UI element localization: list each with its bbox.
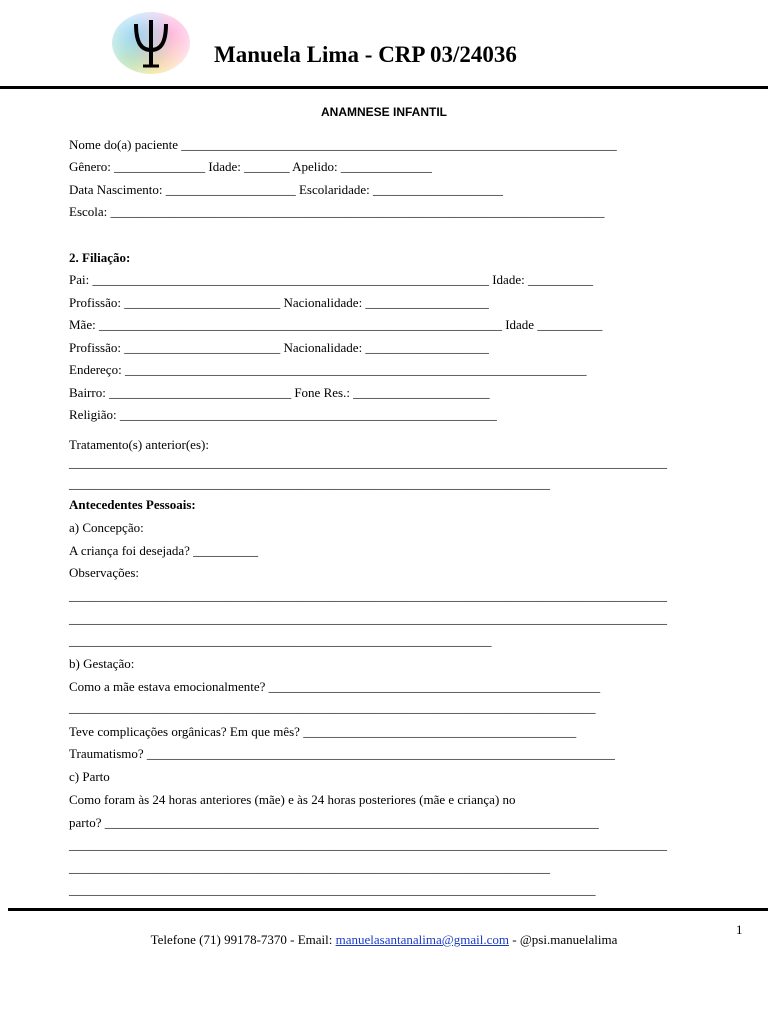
- blank-line: _________________________________________________________________________________: [69, 882, 596, 897]
- field-mother-profession: Profissão: ________________________ Nacionalidade: ___________________: [69, 340, 489, 355]
- section-heading-personal-history: Antecedentes Pessoais:: [69, 497, 196, 512]
- field-trauma: Traumatismo? ________________________________________________________________________: [69, 746, 615, 761]
- field-father-profession: Profissão: ________________________ Nacionalidade: ___________________: [69, 295, 489, 310]
- blank-line: _________________________________________________________________________________: [69, 700, 596, 715]
- page-footer: [0, 932, 768, 948]
- field-birth-24-hours: Como foram às 24 horas anteriores (mãe) e às 24 horas posteriores (mãe e criança) no: [69, 792, 516, 807]
- blank-line: ____________________________________________________________________________________________: [69, 588, 667, 603]
- field-patient-name: Nome do(a) paciente ___________________________________________________________________: [69, 137, 617, 152]
- page-header: [0, 0, 768, 90]
- document-title: ANAMNESE INFANTIL: [321, 105, 447, 119]
- footer-social-handle: - @psi.manuelalima: [508, 932, 618, 947]
- field-mother: Mãe: ______________________________________________________________ Idade __________: [69, 317, 603, 332]
- header-title: Manuela Lima - CRP 03/24036: [214, 42, 517, 67]
- field-birthdate-schooling: Data Nascimento: ____________________ Escolaridade: ____________________: [69, 182, 503, 197]
- field-school: Escola: ____________________________________________________________________________: [69, 204, 605, 219]
- field-neighborhood-phone: Bairro: ____________________________ Fone Res.: _____________________: [69, 385, 490, 400]
- subsection-birth: c) Parto: [69, 769, 110, 784]
- field-previous-treatment: Tratamento(s) anterior(es):: [69, 437, 209, 452]
- blank-line: ____________________________________________________________________________________________: [69, 837, 667, 852]
- subsection-gestation: b) Gestação:: [69, 656, 135, 671]
- blank-line: ____________________________________________________________________________________________: [69, 455, 667, 470]
- psi-symbol-icon: [122, 14, 180, 72]
- page-number: 1: [736, 922, 743, 937]
- header-divider: [0, 86, 768, 89]
- psychology-logo: [112, 12, 190, 74]
- field-address: Endereço: _______________________________________________________________________: [69, 362, 587, 377]
- field-religion: Religião: __________________________________________________________: [69, 407, 497, 422]
- blank-line: __________________________________________________________________________: [69, 860, 550, 875]
- blank-line: __________________________________________________________________________: [69, 476, 550, 491]
- blank-line: ____________________________________________________________________________________________: [69, 611, 667, 626]
- field-gender-age-nickname: Gênero: ______________ Idade: _______ Apelido: ______________: [69, 159, 432, 174]
- subsection-conception: a) Concepção:: [69, 520, 144, 535]
- blank-line: _________________________________________________________________: [69, 633, 492, 648]
- field-birth-continued: parto? ____________________________________________________________________________: [69, 815, 599, 830]
- footer-divider: [8, 908, 768, 911]
- section-heading-filiation: 2. Filiação:: [69, 250, 131, 265]
- field-observations: Observações:: [69, 565, 140, 580]
- field-child-wanted: A criança foi desejada? __________: [69, 543, 259, 558]
- footer-phone-text: Telefone (71) 99178-7370 - Email:: [150, 932, 336, 947]
- footer-email-link[interactable]: manuelasantanalima@gmail.com: [335, 932, 509, 947]
- field-mother-emotional-state: Como a mãe estava emocionalmente? ___________________________________________________: [69, 679, 601, 694]
- field-organic-complications: Teve complicações orgânicas? Em que mês? __________________________________________: [69, 724, 577, 739]
- field-father: Pai: _____________________________________________________________ Idade: __________: [69, 272, 593, 287]
